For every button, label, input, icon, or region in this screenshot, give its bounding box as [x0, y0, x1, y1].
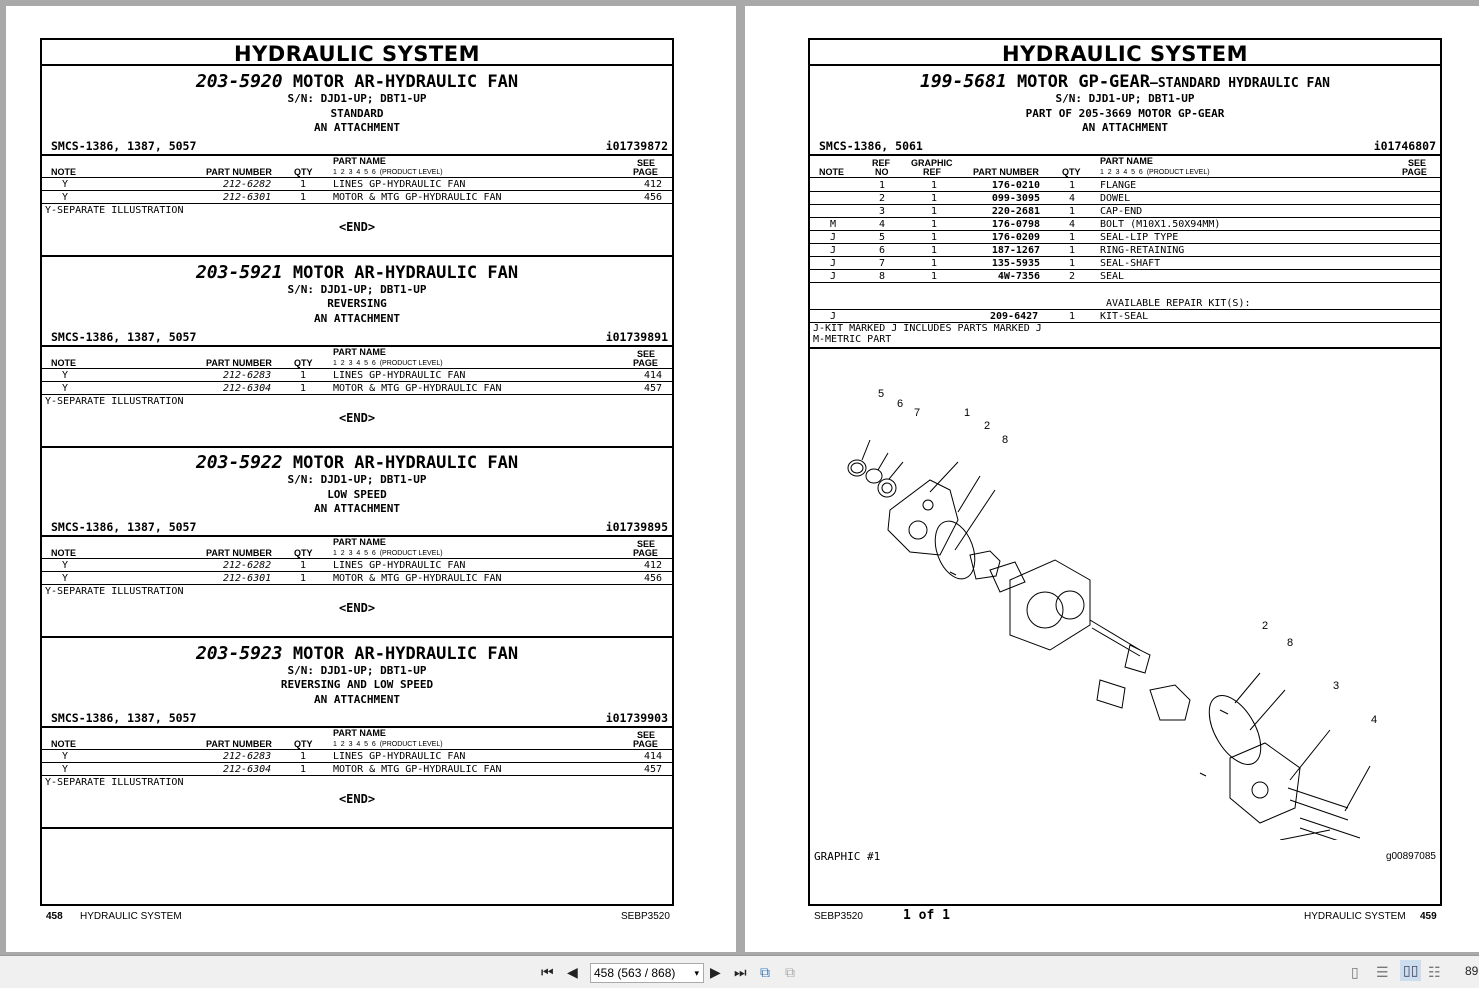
row-part-name: SEAL-SHAFT [1100, 258, 1161, 269]
end-marker: <END> [338, 601, 376, 615]
col-part-name: PART NAME [1100, 156, 1153, 166]
footnote: Y-SEPARATE ILLUSTRATION [45, 205, 184, 216]
col-qty: QTY [294, 738, 313, 749]
row-qty: 1 [300, 192, 307, 203]
table-row[interactable] [42, 750, 672, 763]
table-header [42, 535, 672, 559]
col-levels: 1 2 3 4 5 6 (PRODUCT LEVEL) [333, 359, 443, 367]
row-ref-no: 3 [879, 206, 886, 217]
row-qty: 1 [1069, 258, 1076, 269]
col-page: PAGE [633, 548, 658, 558]
description-2: AN ATTACHMENT [313, 692, 401, 706]
group-title [42, 71, 672, 92]
footnote: Y-SEPARATE ILLUSTRATION [45, 395, 184, 407]
table-header [42, 726, 672, 750]
end-marker: <END> [338, 220, 376, 234]
page-of: 1 of 1 [903, 908, 950, 923]
row-note: Y [62, 369, 69, 381]
row-part-number[interactable]: 212-6282 [223, 179, 272, 190]
row-graphic-ref: 1 [931, 206, 938, 217]
row-ref-no: 2 [879, 193, 886, 204]
callout-number: 7 [914, 407, 921, 419]
footer-doc: SEBP3520 [814, 911, 863, 922]
row-part-number[interactable]: 220-2681 [991, 206, 1040, 217]
col-graphic: GRAPHIC [911, 158, 953, 168]
group-number: 199-5681 [919, 71, 1007, 92]
forward-view-icon[interactable]: ⧉ [785, 964, 795, 980]
col-part-number: PART NUMBER [206, 357, 272, 368]
zoom-level[interactable]: 89 [1465, 964, 1479, 978]
row-see-page[interactable]: 457 [643, 382, 662, 394]
chevron-down-icon[interactable]: ▾ [694, 968, 699, 978]
row-qty: 2 [1069, 271, 1076, 282]
illustration-id: i01739903 [605, 710, 668, 725]
footer-doc: SEBP3520 [621, 911, 670, 922]
graphic-id: g00897085 [1385, 851, 1436, 862]
row-ref-no: 6 [879, 245, 886, 256]
right-page [745, 6, 1479, 952]
row-see-page[interactable]: 414 [643, 750, 662, 762]
kit-qty: 1 [1069, 311, 1076, 322]
description-2: AN ATTACHMENT [313, 311, 401, 325]
col-note: NOTE [51, 357, 77, 368]
smcs-code: SMCS-1386, 5061 [819, 139, 923, 153]
two-page-icon[interactable]: ▯▯ [1400, 960, 1421, 981]
footnote: Y-SEPARATE ILLUSTRATION [45, 586, 184, 597]
table-row[interactable] [810, 218, 1440, 231]
col-note: NOTE [819, 167, 845, 177]
row-qty: 1 [300, 560, 307, 571]
row-part-name: LINES GP-HYDRAULIC FAN [333, 560, 466, 571]
row-part-name: SEAL [1100, 271, 1125, 282]
group-title [810, 71, 1440, 92]
row-part-number[interactable]: 176-0209 [991, 232, 1040, 243]
row-graphic-ref: 1 [931, 258, 938, 269]
row-part-number[interactable]: 135-5935 [991, 258, 1040, 269]
row-part-name: RING-RETAINING [1100, 245, 1185, 256]
group-name: MOTOR AR-HYDRAULIC FAN [292, 72, 519, 92]
note-kit: J-KIT MARKED J INCLUDES PARTS MARKED J [813, 323, 1042, 334]
row-qty: 1 [300, 573, 307, 584]
viewer-toolbar [0, 955, 1479, 988]
description: PART OF 205-3669 MOTOR GP-GEAR [1025, 106, 1225, 120]
row-part-name: LINES GP-HYDRAULIC FAN [333, 179, 466, 190]
group-name: MOTOR GP-GEAR [1016, 72, 1150, 92]
row-part-name: LINES GP-HYDRAULIC FAN [333, 750, 466, 762]
col-page: PAGE [1402, 167, 1427, 177]
row-part-number[interactable]: 212-6283 [223, 369, 272, 381]
row-part-name: FLANGE [1100, 180, 1137, 191]
row-note: Y [62, 179, 69, 190]
motor-arrangement-section [42, 638, 672, 829]
single-page-icon[interactable]: ▯ [1351, 964, 1359, 980]
right-page-frame [808, 38, 1442, 906]
row-qty: 1 [300, 382, 307, 394]
row-qty: 1 [300, 763, 307, 775]
end-marker: <END> [338, 410, 376, 425]
row-part-number[interactable]: 212-6304 [223, 763, 272, 775]
row-qty: 1 [300, 369, 307, 381]
smcs-code: SMCS-1386, 1387, 5057 [51, 139, 197, 153]
group-number: 203-5923 [195, 642, 283, 664]
col-note: NOTE [51, 167, 77, 177]
col-see: SEE [637, 158, 656, 168]
row-graphic-ref: 1 [931, 180, 938, 191]
exploded-diagram [830, 380, 1390, 840]
row-ref-no: 8 [879, 271, 886, 282]
table-row[interactable] [42, 572, 672, 585]
row-part-name: MOTOR & MTG GP-HYDRAULIC FAN [333, 573, 502, 584]
col-qty: QTY [294, 167, 313, 177]
col-see: SEE [637, 729, 656, 740]
col-part-name: PART NAME [333, 727, 386, 738]
graphic-label: GRAPHIC #1 [814, 850, 881, 863]
description: LOW SPEED [327, 487, 387, 501]
serial-numbers: S/N: DJD1-UP; DBT1-UP [287, 663, 427, 677]
page-header: HYDRAULIC SYSTEM [42, 40, 672, 66]
kit-label: AVAILABLE REPAIR KIT(S): [1106, 298, 1251, 309]
group-heading [810, 66, 1440, 136]
row-graphic-ref: 1 [931, 245, 938, 256]
group-name: MOTOR AR-HYDRAULIC FAN [292, 453, 519, 473]
serial-numbers: S/N: DJD1-UP; DBT1-UP [287, 473, 427, 486]
row-qty: 4 [1069, 193, 1076, 204]
first-page-icon[interactable]: ⏮ [541, 964, 554, 980]
serial-numbers: S/N: DJD1-UP; DBT1-UP [1055, 92, 1195, 105]
kit-label-row [810, 297, 1440, 310]
row-see-page[interactable]: 412 [643, 560, 662, 571]
row-part-name: DOWEL [1100, 193, 1131, 204]
col-part-name: PART NAME [333, 346, 386, 357]
row-note: J [830, 271, 837, 282]
page-number: 459 [1420, 911, 1437, 922]
illustration-id: i01739891 [605, 329, 668, 344]
col-part-number: PART NUMBER [206, 738, 272, 749]
table-header [42, 345, 672, 369]
row-qty: 1 [1069, 206, 1076, 217]
motor-arrangement-section [42, 257, 672, 448]
row-qty: 1 [1069, 180, 1076, 191]
callout-number: 3 [1333, 680, 1340, 692]
footnote: Y-SEPARATE ILLUSTRATION [45, 776, 184, 788]
motor-arrangement-section [42, 66, 672, 257]
footer-section: HYDRAULIC SYSTEM [80, 911, 182, 922]
row-qty: 1 [300, 179, 307, 190]
group-title [42, 643, 672, 664]
row-see-page[interactable]: 456 [643, 573, 662, 584]
col-part-name: PART NAME [333, 156, 386, 166]
kit-note: J [830, 311, 837, 322]
table-row[interactable] [42, 382, 672, 395]
col-part-number: PART NUMBER [206, 167, 272, 177]
callout-number: 8 [1287, 637, 1294, 649]
col-page: PAGE [633, 357, 658, 368]
two-page-continuous-icon[interactable]: ☷ [1428, 964, 1441, 980]
row-part-number[interactable]: 212-6304 [223, 382, 272, 394]
row-graphic-ref: 1 [931, 232, 938, 243]
group-number: 203-5922 [195, 452, 283, 473]
row-note: Y [62, 192, 69, 203]
row-note: J [830, 258, 837, 269]
row-part-name: CAP-END [1100, 206, 1143, 217]
left-page [6, 6, 736, 952]
smcs-code: SMCS-1386, 1387, 5057 [51, 520, 197, 534]
row-see-page[interactable]: 457 [643, 763, 662, 775]
callout-number: 1 [964, 407, 971, 419]
col-note: NOTE [51, 548, 77, 558]
page-number: 458 [46, 911, 63, 922]
page-field[interactable]: 458 (563 / 868) [594, 966, 676, 980]
col-ref-no: NO [875, 167, 889, 177]
group-title [42, 262, 672, 283]
serial-numbers: S/N: DJD1-UP; DBT1-UP [287, 282, 427, 296]
description: STANDARD [330, 106, 384, 120]
left-page-frame [40, 38, 674, 906]
row-note: J [830, 245, 837, 256]
kit-row[interactable] [810, 310, 1440, 323]
col-see: SEE [637, 348, 656, 359]
col-qty: QTY [294, 548, 313, 558]
table-row[interactable] [810, 244, 1440, 257]
row-qty: 1 [300, 750, 307, 762]
note-metric: M-METRIC PART [813, 334, 892, 345]
serial-numbers: S/N: DJD1-UP; DBT1-UP [287, 92, 427, 105]
previous-page-icon[interactable]: ◀ [567, 964, 578, 980]
col-part-number: PART NUMBER [973, 167, 1039, 177]
row-part-name: MOTOR & MTG GP-HYDRAULIC FAN [333, 382, 502, 394]
table-row[interactable] [810, 231, 1440, 244]
row-graphic-ref: 1 [931, 193, 938, 204]
col-see: SEE [1408, 158, 1427, 168]
table-row[interactable] [42, 559, 672, 572]
last-page-icon[interactable]: ⏭ [734, 964, 747, 980]
row-ref-no: 5 [879, 232, 886, 243]
callout-number: 2 [984, 420, 991, 432]
group-title [42, 452, 672, 473]
description-2: AN ATTACHMENT [313, 121, 401, 134]
callout-number: 5 [878, 388, 885, 400]
callout-number: 2 [1262, 620, 1269, 632]
row-ref-no: 1 [879, 180, 886, 191]
row-part-number[interactable]: 176-0798 [991, 219, 1040, 230]
col-page: PAGE [633, 167, 658, 177]
smcs-code: SMCS-1386, 1387, 5057 [51, 329, 197, 344]
row-note: M [830, 219, 837, 230]
table-row[interactable] [42, 191, 672, 204]
table-header [42, 154, 672, 178]
page-header: HYDRAULIC SYSTEM [810, 40, 1440, 66]
col-page: PAGE [633, 738, 658, 749]
col-levels: 1 2 3 4 5 6 (PRODUCT LEVEL) [333, 550, 443, 557]
table-row[interactable] [42, 178, 672, 191]
kit-name: KIT-SEAL [1100, 311, 1149, 322]
col-levels: 1 2 3 4 5 6 (PRODUCT LEVEL) [1100, 169, 1210, 176]
illustration-id: i01739895 [605, 520, 668, 534]
callout-number: 4 [1371, 714, 1378, 726]
description: REVERSING AND LOW SPEED [280, 678, 434, 691]
row-part-number[interactable]: 212-6283 [223, 750, 272, 762]
row-note: Y [62, 560, 69, 571]
row-part-name: MOTOR & MTG GP-HYDRAULIC FAN [333, 763, 502, 775]
row-ref-no: 4 [879, 219, 886, 230]
row-see-page[interactable]: 412 [643, 179, 662, 190]
group-name: MOTOR AR-HYDRAULIC FAN [292, 643, 519, 664]
row-note: Y [62, 763, 69, 775]
table-row[interactable] [810, 270, 1440, 283]
row-qty: 4 [1069, 219, 1076, 230]
row-note: Y [62, 382, 69, 394]
back-view-icon[interactable]: ⧉ [760, 964, 770, 980]
table-row[interactable] [810, 179, 1440, 192]
table-header [810, 154, 1440, 178]
row-part-number[interactable]: 099-3095 [991, 193, 1040, 204]
row-part-number[interactable]: 187-1267 [991, 245, 1040, 256]
kit-part-number[interactable]: 209-6427 [990, 311, 1039, 322]
illustration-id: i01746807 [1373, 139, 1436, 153]
row-see-page[interactable]: 414 [643, 369, 662, 381]
row-part-number[interactable]: 4W-7356 [997, 271, 1040, 282]
group-number: 203-5920 [195, 71, 283, 92]
description-2: AN ATTACHMENT [1081, 121, 1169, 134]
footer-section: HYDRAULIC SYSTEM [1304, 911, 1406, 922]
row-part-number[interactable]: 212-6282 [223, 560, 272, 571]
row-part-number[interactable]: 212-6301 [223, 573, 272, 584]
row-part-name: BOLT (M10X1.50X94MM) [1100, 219, 1221, 230]
continuous-page-icon[interactable]: ☰ [1376, 964, 1389, 980]
row-qty: 1 [1069, 232, 1076, 243]
row-qty: 1 [1069, 245, 1076, 256]
row-note: Y [62, 750, 69, 762]
col-part-name: PART NAME [333, 537, 386, 547]
group-name: MOTOR AR-HYDRAULIC FAN [292, 262, 519, 283]
group-name-suffix: —STANDARD HYDRAULIC FAN [1150, 76, 1331, 91]
col-part-number: PART NUMBER [206, 548, 272, 558]
col-note: NOTE [51, 738, 77, 749]
row-part-name: LINES GP-HYDRAULIC FAN [333, 369, 466, 381]
motor-arrangement-section [42, 447, 672, 638]
end-marker: <END> [338, 791, 376, 806]
row-part-number[interactable]: 212-6301 [223, 192, 272, 203]
row-part-name: SEAL-LIP TYPE [1100, 232, 1179, 243]
row-see-page[interactable]: 456 [643, 192, 662, 203]
table-row[interactable] [810, 257, 1440, 270]
col-ref: REF [872, 158, 890, 168]
row-part-number[interactable]: 176-0210 [991, 180, 1040, 191]
description-2: AN ATTACHMENT [313, 502, 401, 515]
group-number: 203-5921 [195, 261, 283, 283]
col-qty: QTY [294, 357, 313, 368]
illustration-id: i01739872 [605, 139, 668, 153]
callout-number: 6 [897, 398, 904, 410]
page-selector[interactable] [590, 963, 704, 983]
col-levels: 1 2 3 4 5 6 (PRODUCT LEVEL) [333, 169, 443, 176]
table-row[interactable] [810, 192, 1440, 205]
description: REVERSING [327, 297, 387, 310]
row-note: J [830, 232, 837, 243]
next-page-icon[interactable]: ▶ [710, 964, 721, 980]
row-ref-no: 7 [879, 258, 886, 269]
table-row[interactable] [810, 205, 1440, 218]
row-graphic-ref: 1 [931, 219, 938, 230]
smcs-code: SMCS-1386, 1387, 5057 [51, 710, 197, 725]
col-see: SEE [637, 539, 656, 549]
row-part-name: MOTOR & MTG GP-HYDRAULIC FAN [333, 192, 502, 203]
row-note: Y [62, 573, 69, 584]
table-row[interactable] [42, 369, 672, 382]
col-levels: 1 2 3 4 5 6 (PRODUCT LEVEL) [333, 740, 443, 748]
col-graphic-ref: REF [923, 167, 941, 177]
callout-number: 8 [1002, 434, 1009, 446]
col-qty: QTY [1062, 167, 1081, 177]
table-row[interactable] [42, 763, 672, 776]
row-graphic-ref: 1 [931, 271, 938, 282]
